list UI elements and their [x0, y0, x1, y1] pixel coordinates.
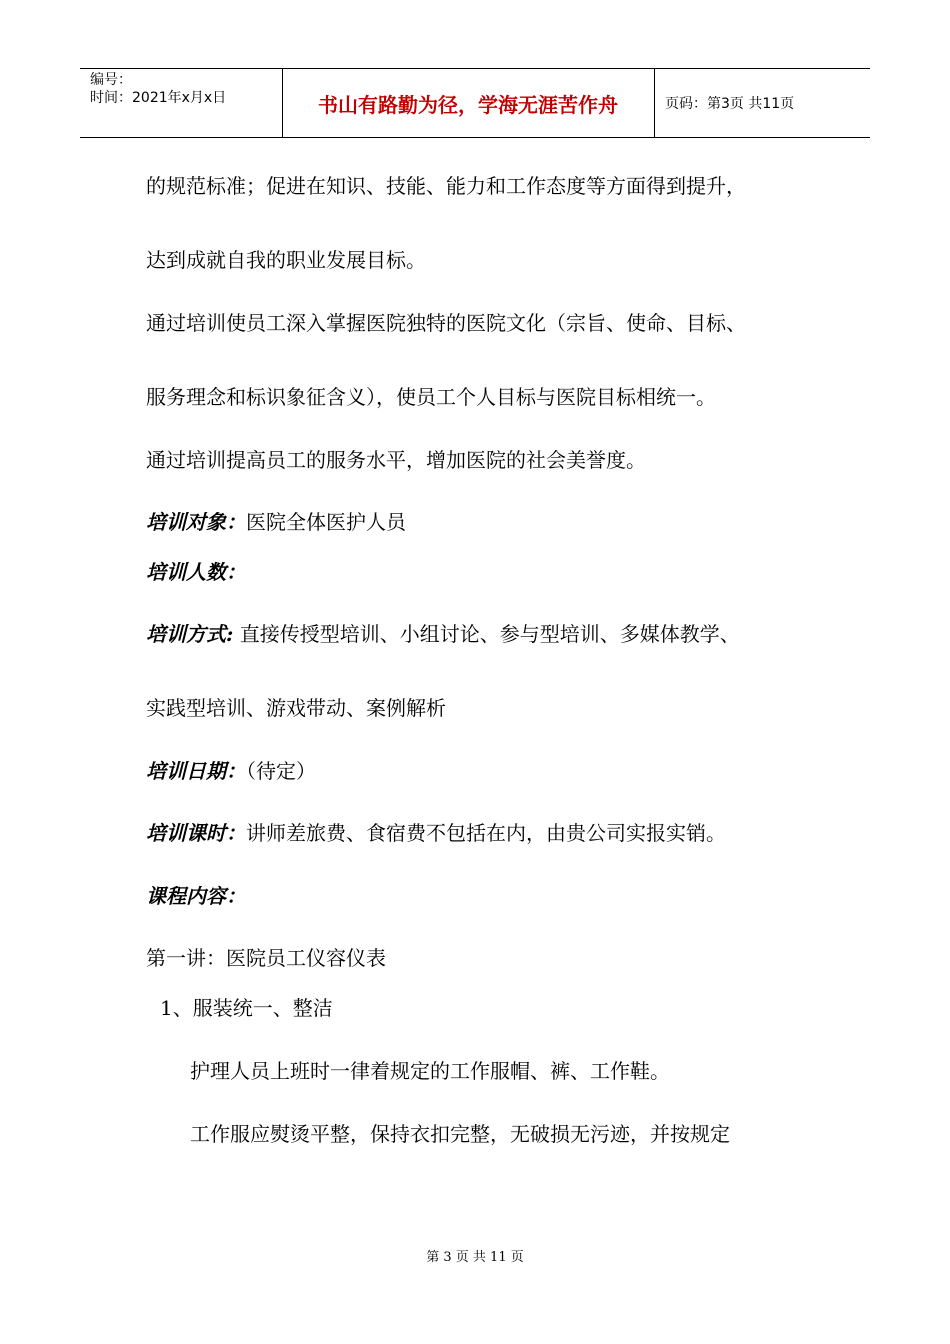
paragraph-line: 工作服应熨烫平整，保持衣扣完整，无破损无污迹，并按规定 [190, 1122, 730, 1146]
header-motto: 书山有路勤为径，学海无涯苦作舟 [318, 92, 618, 117]
paragraph-line: 的规范标准；促进在知识、技能、能力和工作态度等方面得到提升， [146, 174, 746, 198]
training-target-row [146, 508, 406, 536]
training-hours-value: 讲师差旅费、食宿费不包括在内，由贵公司实报实销。 [246, 821, 726, 845]
document-time-label: 时间：2021年x月x日 [90, 90, 227, 106]
training-method-value: 直接传授型培训、小组讨论、参与型培训、多媒体教学、 [233, 622, 740, 646]
training-count-row [146, 558, 246, 586]
course-content-label: 课程内容： [146, 884, 246, 908]
header-page-info: 页码：第3页 共11页 [665, 96, 795, 112]
training-date-value: （待定） [246, 759, 316, 783]
section-item: 1、服装统一、整洁 [160, 996, 333, 1020]
training-date-row [146, 757, 316, 785]
training-target-value: 医院全体医护人员 [246, 510, 406, 534]
training-hours-row [146, 819, 726, 847]
training-target-label: 培训对象： [146, 510, 246, 534]
training-method-label: 培训方式: [146, 622, 234, 646]
paragraph-line: 通过培训提高员工的服务水平，增加医院的社会美誉度。 [146, 448, 646, 472]
document-number-label: 编号： [90, 72, 132, 88]
header-divider [654, 69, 655, 137]
training-method-row [146, 620, 740, 648]
paragraph-line: 达到成就自我的职业发展目标。 [146, 248, 426, 272]
training-date-label: 培训日期： [146, 759, 246, 783]
lecture-title: 第一讲：医院员工仪容仪表 [146, 946, 386, 970]
paragraph-line: 实践型培训、游戏带动、案例解析 [146, 696, 446, 720]
training-hours-label: 培训课时： [146, 821, 246, 845]
page-header [80, 68, 870, 138]
page-footer: 第 3 页 共 11 页 [426, 1250, 524, 1265]
course-content-row [146, 882, 246, 910]
paragraph-line: 通过培训使员工深入掌握医院独特的医院文化（宗旨、使命、目标、 [146, 311, 746, 335]
paragraph-line: 服务理念和标识象征含义），使员工个人目标与医院目标相统一。 [146, 385, 716, 409]
paragraph-line: 护理人员上班时一律着规定的工作服帽、裤、工作鞋。 [190, 1059, 670, 1083]
header-meta [90, 71, 226, 107]
training-count-label: 培训人数： [146, 560, 246, 584]
